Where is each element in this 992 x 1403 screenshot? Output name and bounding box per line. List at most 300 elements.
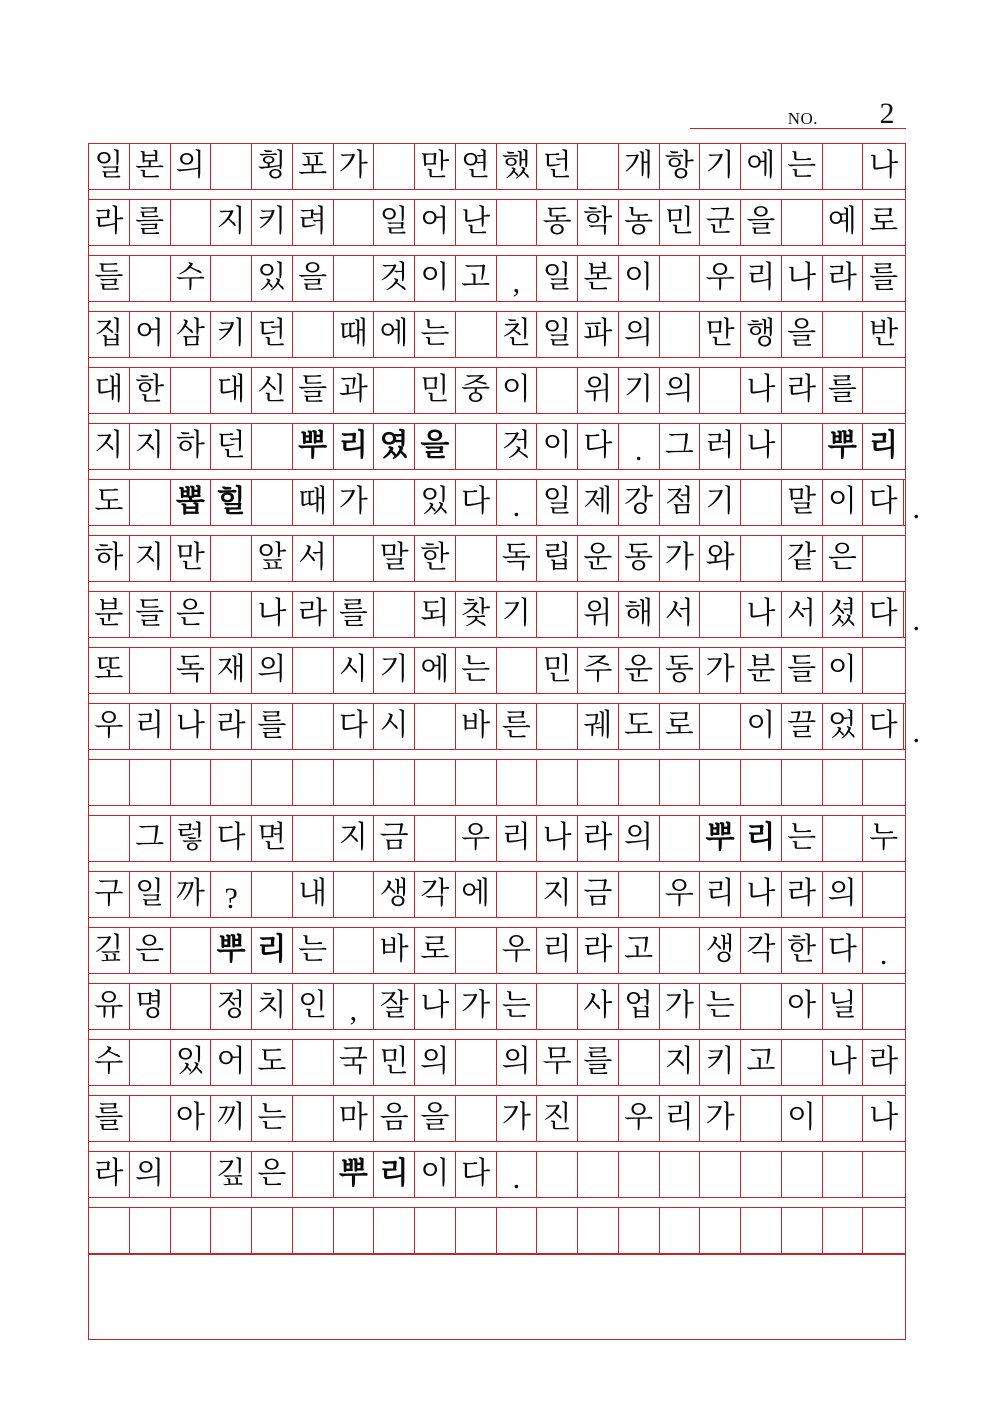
manuscript-cell[interactable]	[700, 480, 741, 525]
manuscript-cell[interactable]	[374, 312, 415, 357]
manuscript-cell[interactable]	[171, 648, 212, 693]
manuscript-cell[interactable]	[782, 424, 823, 469]
manuscript-cell[interactable]	[863, 1208, 904, 1253]
manuscript-cell[interactable]	[456, 536, 497, 581]
manuscript-cell[interactable]	[334, 592, 375, 637]
manuscript-cell[interactable]	[171, 704, 212, 749]
manuscript-cell[interactable]	[863, 424, 904, 469]
manuscript-cell[interactable]	[130, 1040, 171, 1085]
manuscript-cell[interactable]	[334, 1152, 375, 1197]
manuscript-cell[interactable]	[863, 816, 904, 861]
manuscript-cell[interactable]	[415, 536, 456, 581]
manuscript-cell[interactable]	[456, 312, 497, 357]
manuscript-cell[interactable]	[578, 1096, 619, 1141]
manuscript-cell[interactable]	[89, 816, 130, 861]
manuscript-cell[interactable]	[823, 872, 864, 917]
manuscript-cell[interactable]	[660, 368, 701, 413]
manuscript-cell[interactable]	[863, 480, 904, 525]
manuscript-cell[interactable]	[211, 704, 252, 749]
manuscript-cell[interactable]	[863, 536, 904, 581]
manuscript-cell[interactable]	[293, 480, 334, 525]
manuscript-cell[interactable]	[497, 928, 538, 973]
manuscript-cell[interactable]	[782, 872, 823, 917]
manuscript-cell[interactable]	[456, 144, 497, 189]
manuscript-cell[interactable]	[863, 200, 904, 245]
manuscript-cell[interactable]	[619, 1208, 660, 1253]
manuscript-cell[interactable]	[89, 984, 130, 1029]
manuscript-cell[interactable]	[293, 928, 334, 973]
manuscript-cell[interactable]	[660, 536, 701, 581]
manuscript-cell[interactable]	[619, 592, 660, 637]
manuscript-cell[interactable]	[456, 1040, 497, 1085]
manuscript-cell[interactable]	[130, 760, 171, 805]
manuscript-cell[interactable]	[293, 1096, 334, 1141]
manuscript-cell[interactable]	[700, 760, 741, 805]
manuscript-cell[interactable]	[456, 592, 497, 637]
manuscript-cell[interactable]	[252, 928, 293, 973]
manuscript-cell[interactable]	[497, 536, 538, 581]
manuscript-cell[interactable]	[415, 592, 456, 637]
manuscript-cell[interactable]	[619, 424, 660, 469]
manuscript-cell[interactable]	[863, 144, 904, 189]
manuscript-cell[interactable]	[130, 312, 171, 357]
manuscript-cell[interactable]	[89, 704, 130, 749]
manuscript-cell[interactable]	[537, 480, 578, 525]
manuscript-cell[interactable]	[823, 648, 864, 693]
manuscript-cell[interactable]	[619, 1040, 660, 1085]
manuscript-cell[interactable]	[374, 928, 415, 973]
manuscript-cell[interactable]	[211, 200, 252, 245]
manuscript-cell[interactable]	[741, 816, 782, 861]
manuscript-cell[interactable]	[863, 592, 904, 637]
manuscript-cell[interactable]	[700, 424, 741, 469]
manuscript-cell[interactable]	[537, 816, 578, 861]
manuscript-cell[interactable]	[660, 424, 701, 469]
manuscript-cell[interactable]	[741, 312, 782, 357]
manuscript-cell[interactable]	[741, 1096, 782, 1141]
manuscript-cell[interactable]	[293, 368, 334, 413]
manuscript-cell[interactable]	[252, 760, 293, 805]
manuscript-cell[interactable]	[415, 1152, 456, 1197]
manuscript-cell[interactable]	[782, 704, 823, 749]
manuscript-cell[interactable]	[334, 816, 375, 861]
manuscript-cell[interactable]	[456, 928, 497, 973]
manuscript-cell[interactable]	[334, 984, 375, 1029]
manuscript-cell[interactable]	[252, 480, 293, 525]
manuscript-cell[interactable]	[660, 704, 701, 749]
manuscript-cell[interactable]	[741, 256, 782, 301]
manuscript-cell[interactable]	[211, 480, 252, 525]
manuscript-cell[interactable]	[456, 704, 497, 749]
manuscript-cell[interactable]	[537, 872, 578, 917]
manuscript-cell[interactable]	[211, 424, 252, 469]
manuscript-cell[interactable]	[863, 872, 904, 917]
manuscript-cell[interactable]	[293, 760, 334, 805]
manuscript-cell[interactable]	[252, 984, 293, 1029]
manuscript-cell[interactable]	[89, 536, 130, 581]
manuscript-cell[interactable]	[334, 928, 375, 973]
manuscript-cell[interactable]	[660, 256, 701, 301]
manuscript-cell[interactable]	[619, 144, 660, 189]
manuscript-cell[interactable]	[619, 480, 660, 525]
manuscript-cell[interactable]	[578, 704, 619, 749]
manuscript-cell[interactable]	[578, 536, 619, 581]
manuscript-cell[interactable]	[619, 872, 660, 917]
manuscript-cell[interactable]	[741, 1152, 782, 1197]
manuscript-cell[interactable]	[374, 536, 415, 581]
manuscript-cell[interactable]	[374, 200, 415, 245]
manuscript-cell[interactable]	[252, 592, 293, 637]
manuscript-cell[interactable]	[171, 816, 212, 861]
manuscript-cell[interactable]	[334, 872, 375, 917]
manuscript-cell[interactable]	[741, 424, 782, 469]
manuscript-cell[interactable]	[211, 368, 252, 413]
manuscript-cell[interactable]	[537, 592, 578, 637]
manuscript-cell[interactable]	[293, 1152, 334, 1197]
manuscript-cell[interactable]	[497, 312, 538, 357]
manuscript-cell[interactable]	[823, 200, 864, 245]
manuscript-cell[interactable]	[863, 1152, 904, 1197]
manuscript-cell[interactable]	[660, 200, 701, 245]
manuscript-cell[interactable]	[823, 424, 864, 469]
manuscript-cell[interactable]	[171, 760, 212, 805]
manuscript-cell[interactable]	[211, 536, 252, 581]
manuscript-cell[interactable]	[456, 816, 497, 861]
manuscript-cell[interactable]	[130, 704, 171, 749]
manuscript-cell[interactable]	[619, 648, 660, 693]
manuscript-cell[interactable]	[89, 368, 130, 413]
manuscript-cell[interactable]	[619, 368, 660, 413]
manuscript-cell[interactable]	[537, 312, 578, 357]
manuscript-cell[interactable]	[374, 368, 415, 413]
manuscript-cell[interactable]	[374, 984, 415, 1029]
manuscript-cell[interactable]	[374, 424, 415, 469]
manuscript-cell[interactable]	[130, 424, 171, 469]
manuscript-cell[interactable]	[700, 536, 741, 581]
manuscript-cell[interactable]	[415, 312, 456, 357]
manuscript-cell[interactable]	[171, 592, 212, 637]
manuscript-cell[interactable]	[374, 816, 415, 861]
manuscript-cell[interactable]	[252, 200, 293, 245]
manuscript-cell[interactable]	[537, 1096, 578, 1141]
manuscript-cell[interactable]	[89, 1040, 130, 1085]
manuscript-cell[interactable]	[374, 1096, 415, 1141]
manuscript-cell[interactable]	[578, 256, 619, 301]
manuscript-cell[interactable]	[130, 872, 171, 917]
manuscript-cell[interactable]	[130, 984, 171, 1029]
manuscript-cell[interactable]	[130, 480, 171, 525]
manuscript-cell[interactable]	[374, 480, 415, 525]
manuscript-cell[interactable]	[130, 816, 171, 861]
manuscript-cell[interactable]	[415, 1208, 456, 1253]
manuscript-cell[interactable]	[171, 1096, 212, 1141]
manuscript-cell[interactable]	[700, 1096, 741, 1141]
manuscript-cell[interactable]	[415, 816, 456, 861]
manuscript-cell[interactable]	[782, 256, 823, 301]
manuscript-cell[interactable]	[619, 200, 660, 245]
manuscript-cell[interactable]	[89, 480, 130, 525]
manuscript-cell[interactable]	[415, 144, 456, 189]
manuscript-cell[interactable]	[171, 144, 212, 189]
manuscript-cell[interactable]	[660, 480, 701, 525]
manuscript-cell[interactable]	[89, 760, 130, 805]
manuscript-cell[interactable]	[782, 928, 823, 973]
manuscript-cell[interactable]	[130, 648, 171, 693]
manuscript-cell[interactable]	[456, 648, 497, 693]
manuscript-cell[interactable]	[130, 536, 171, 581]
manuscript-cell[interactable]	[171, 424, 212, 469]
manuscript-cell[interactable]	[497, 648, 538, 693]
manuscript-cell[interactable]	[863, 760, 904, 805]
manuscript-cell[interactable]	[863, 984, 904, 1029]
manuscript-cell[interactable]	[252, 1152, 293, 1197]
manuscript-cell[interactable]	[171, 984, 212, 1029]
manuscript-cell[interactable]	[497, 704, 538, 749]
manuscript-cell[interactable]	[660, 592, 701, 637]
manuscript-cell[interactable]	[211, 1208, 252, 1253]
manuscript-cell[interactable]	[700, 1208, 741, 1253]
manuscript-cell[interactable]	[497, 424, 538, 469]
manuscript-cell[interactable]	[130, 200, 171, 245]
manuscript-cell[interactable]	[415, 368, 456, 413]
manuscript-cell[interactable]	[741, 200, 782, 245]
manuscript-cell[interactable]	[660, 1040, 701, 1085]
manuscript-cell[interactable]	[293, 872, 334, 917]
manuscript-cell[interactable]	[415, 928, 456, 973]
manuscript-cell[interactable]	[741, 872, 782, 917]
manuscript-cell[interactable]	[823, 704, 864, 749]
manuscript-cell[interactable]	[782, 200, 823, 245]
manuscript-cell[interactable]	[497, 872, 538, 917]
manuscript-cell[interactable]	[578, 648, 619, 693]
manuscript-cell[interactable]	[660, 1152, 701, 1197]
manuscript-cell[interactable]	[578, 984, 619, 1029]
manuscript-cell[interactable]	[782, 592, 823, 637]
manuscript-cell[interactable]	[374, 1208, 415, 1253]
manuscript-cell[interactable]	[252, 704, 293, 749]
manuscript-cell[interactable]	[619, 536, 660, 581]
manuscript-cell[interactable]	[252, 536, 293, 581]
manuscript-cell[interactable]	[334, 200, 375, 245]
manuscript-cell[interactable]	[415, 256, 456, 301]
manuscript-cell[interactable]	[171, 312, 212, 357]
manuscript-cell[interactable]	[782, 368, 823, 413]
manuscript-cell[interactable]	[741, 760, 782, 805]
manuscript-cell[interactable]	[619, 760, 660, 805]
manuscript-cell[interactable]	[578, 1152, 619, 1197]
manuscript-cell[interactable]	[497, 200, 538, 245]
manuscript-cell[interactable]	[89, 872, 130, 917]
manuscript-cell[interactable]	[660, 1208, 701, 1253]
manuscript-cell[interactable]	[537, 536, 578, 581]
manuscript-cell[interactable]	[700, 1040, 741, 1085]
manuscript-cell[interactable]	[374, 760, 415, 805]
manuscript-cell[interactable]	[578, 928, 619, 973]
manuscript-cell[interactable]	[537, 256, 578, 301]
manuscript-cell[interactable]	[334, 760, 375, 805]
manuscript-cell[interactable]	[497, 816, 538, 861]
manuscript-cell[interactable]	[578, 200, 619, 245]
manuscript-cell[interactable]	[89, 592, 130, 637]
manuscript-cell[interactable]	[293, 816, 334, 861]
manuscript-cell[interactable]	[456, 200, 497, 245]
manuscript-cell[interactable]	[293, 648, 334, 693]
manuscript-cell[interactable]	[782, 312, 823, 357]
manuscript-cell[interactable]	[456, 872, 497, 917]
manuscript-cell[interactable]	[171, 200, 212, 245]
manuscript-cell[interactable]	[415, 480, 456, 525]
manuscript-cell[interactable]	[211, 256, 252, 301]
manuscript-cell[interactable]	[456, 480, 497, 525]
manuscript-cell[interactable]	[537, 1208, 578, 1253]
manuscript-cell[interactable]	[171, 256, 212, 301]
manuscript-cell[interactable]	[89, 1152, 130, 1197]
manuscript-cell[interactable]	[700, 144, 741, 189]
manuscript-cell[interactable]	[823, 368, 864, 413]
manuscript-cell[interactable]	[334, 368, 375, 413]
manuscript-cell[interactable]	[782, 816, 823, 861]
manuscript-cell[interactable]	[252, 256, 293, 301]
manuscript-cell[interactable]	[293, 144, 334, 189]
manuscript-cell[interactable]	[497, 1208, 538, 1253]
manuscript-cell[interactable]	[700, 592, 741, 637]
manuscript-cell[interactable]	[741, 536, 782, 581]
manuscript-cell[interactable]	[415, 872, 456, 917]
manuscript-cell[interactable]	[171, 928, 212, 973]
manuscript-cell[interactable]	[863, 256, 904, 301]
manuscript-cell[interactable]	[578, 144, 619, 189]
manuscript-cell[interactable]	[456, 1096, 497, 1141]
manuscript-cell[interactable]	[700, 984, 741, 1029]
manuscript-cell[interactable]	[863, 648, 904, 693]
manuscript-cell[interactable]	[252, 144, 293, 189]
manuscript-cell[interactable]	[374, 704, 415, 749]
manuscript-cell[interactable]	[578, 1208, 619, 1253]
manuscript-cell[interactable]	[89, 256, 130, 301]
manuscript-cell[interactable]	[334, 704, 375, 749]
manuscript-cell[interactable]	[823, 1040, 864, 1085]
manuscript-cell[interactable]	[130, 144, 171, 189]
manuscript-cell[interactable]	[293, 200, 334, 245]
manuscript-cell[interactable]	[782, 536, 823, 581]
manuscript-cell[interactable]	[578, 872, 619, 917]
manuscript-cell[interactable]	[293, 984, 334, 1029]
manuscript-cell[interactable]	[130, 1096, 171, 1141]
manuscript-cell[interactable]	[334, 1096, 375, 1141]
manuscript-cell[interactable]	[537, 368, 578, 413]
manuscript-cell[interactable]	[211, 592, 252, 637]
manuscript-cell[interactable]	[89, 200, 130, 245]
manuscript-cell[interactable]	[334, 1040, 375, 1085]
manuscript-cell[interactable]	[252, 312, 293, 357]
manuscript-cell[interactable]	[497, 144, 538, 189]
manuscript-cell[interactable]	[497, 1152, 538, 1197]
manuscript-cell[interactable]	[456, 984, 497, 1029]
manuscript-cell[interactable]	[293, 592, 334, 637]
manuscript-cell[interactable]	[578, 312, 619, 357]
manuscript-cell[interactable]	[374, 1152, 415, 1197]
manuscript-cell[interactable]	[660, 872, 701, 917]
manuscript-cell[interactable]	[782, 984, 823, 1029]
manuscript-cell[interactable]	[782, 1152, 823, 1197]
manuscript-cell[interactable]	[537, 424, 578, 469]
manuscript-cell[interactable]	[578, 816, 619, 861]
manuscript-cell[interactable]	[89, 648, 130, 693]
manuscript-cell[interactable]	[741, 480, 782, 525]
manuscript-cell[interactable]	[252, 1096, 293, 1141]
manuscript-cell[interactable]	[660, 928, 701, 973]
manuscript-cell[interactable]	[497, 480, 538, 525]
manuscript-cell[interactable]	[456, 760, 497, 805]
manuscript-cell[interactable]	[415, 1040, 456, 1085]
manuscript-cell[interactable]	[700, 872, 741, 917]
manuscript-cell[interactable]	[374, 648, 415, 693]
manuscript-cell[interactable]	[374, 872, 415, 917]
manuscript-cell[interactable]	[700, 1152, 741, 1197]
manuscript-cell[interactable]	[89, 1096, 130, 1141]
manuscript-cell[interactable]	[334, 480, 375, 525]
manuscript-cell[interactable]	[863, 1040, 904, 1085]
manuscript-cell[interactable]	[619, 928, 660, 973]
manuscript-cell[interactable]	[537, 704, 578, 749]
manuscript-cell[interactable]	[293, 256, 334, 301]
manuscript-cell[interactable]	[211, 984, 252, 1029]
manuscript-cell[interactable]	[700, 704, 741, 749]
manuscript-cell[interactable]	[823, 928, 864, 973]
manuscript-cell[interactable]	[497, 1040, 538, 1085]
manuscript-cell[interactable]	[130, 368, 171, 413]
manuscript-cell[interactable]	[252, 1208, 293, 1253]
manuscript-cell[interactable]	[578, 1040, 619, 1085]
manuscript-cell[interactable]	[537, 648, 578, 693]
manuscript-cell[interactable]	[741, 1208, 782, 1253]
manuscript-cell[interactable]	[660, 816, 701, 861]
manuscript-cell[interactable]	[660, 312, 701, 357]
manuscript-cell[interactable]	[211, 928, 252, 973]
manuscript-cell[interactable]	[130, 1152, 171, 1197]
manuscript-cell[interactable]	[497, 1096, 538, 1141]
manuscript-cell[interactable]	[211, 1152, 252, 1197]
manuscript-cell[interactable]	[130, 592, 171, 637]
manuscript-cell[interactable]	[782, 1208, 823, 1253]
manuscript-cell[interactable]	[456, 424, 497, 469]
manuscript-cell[interactable]	[171, 872, 212, 917]
manuscript-cell[interactable]	[456, 1152, 497, 1197]
manuscript-cell[interactable]	[415, 984, 456, 1029]
manuscript-cell[interactable]	[823, 536, 864, 581]
manuscript-cell[interactable]	[374, 1040, 415, 1085]
manuscript-cell[interactable]	[537, 1152, 578, 1197]
manuscript-cell[interactable]	[497, 984, 538, 1029]
manuscript-cell[interactable]	[741, 984, 782, 1029]
manuscript-cell[interactable]	[89, 424, 130, 469]
manuscript-cell[interactable]	[700, 368, 741, 413]
manuscript-cell[interactable]	[89, 312, 130, 357]
manuscript-cell[interactable]	[578, 368, 619, 413]
manuscript-cell[interactable]	[863, 368, 904, 413]
manuscript-cell[interactable]	[211, 1040, 252, 1085]
manuscript-cell[interactable]	[415, 200, 456, 245]
manuscript-cell[interactable]	[252, 424, 293, 469]
manuscript-cell[interactable]	[537, 984, 578, 1029]
manuscript-cell[interactable]	[823, 816, 864, 861]
manuscript-cell[interactable]	[456, 256, 497, 301]
manuscript-cell[interactable]	[293, 312, 334, 357]
manuscript-cell[interactable]	[130, 928, 171, 973]
manuscript-cell[interactable]	[497, 760, 538, 805]
manuscript-cell[interactable]	[578, 480, 619, 525]
manuscript-cell[interactable]	[497, 256, 538, 301]
